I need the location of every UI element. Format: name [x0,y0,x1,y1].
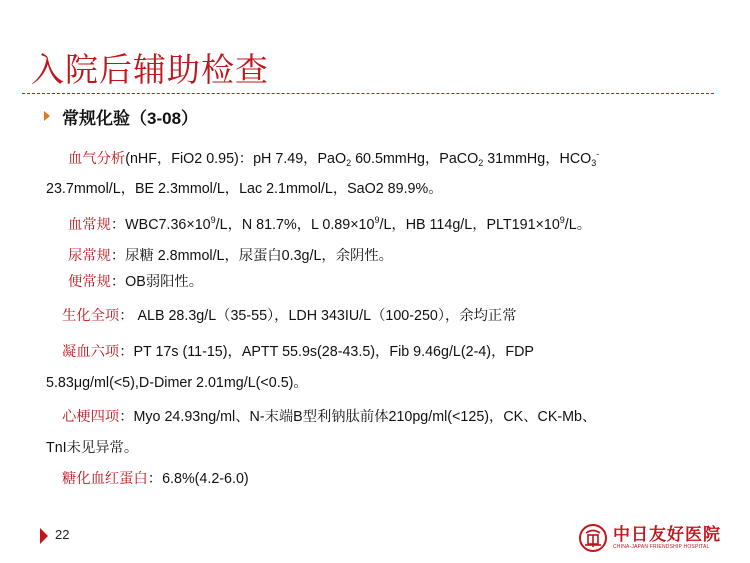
cardiac-text-1: ：Myo 24.93ng/ml、N-末端B型利钠肽前体210pg/ml(<125)，CK、CK-Mb、 [119,409,597,425]
bloodgas-text-b: 60.5mmHg，PaCO [351,151,479,167]
section-heading-text: 常规化验（3-08） [62,108,199,128]
coag-line-1 [62,343,534,361]
cardiac-line-2: TnI未见异常。 [46,440,139,456]
bloodgas-text-c: 31mmHg，HCO [483,151,592,167]
bloodgas-line-1 [68,150,599,168]
cbc-text-a: ：WBC7.36×10 [110,217,211,233]
bloodgas-text-a: (nHF，FiO2 0.95)：pH 7.49，PaO [125,151,347,167]
cardiac-line-1 [62,408,596,426]
superscript: 9 [559,215,565,225]
biochem-line [62,307,517,325]
urine-line [68,247,393,265]
hba1c-line [62,470,249,488]
section-heading [44,104,198,128]
cardiac-label: 心梗四项 [62,409,120,425]
subscript: 2 [346,158,352,168]
urine-text: ：尿糖 2.8mmol/L，尿蛋白0.3g/L，余阴性。 [110,248,393,264]
subscript: 2 [478,158,484,168]
hospital-logo [578,523,721,553]
superscript: - [596,149,600,159]
page-marker-icon [40,528,48,544]
urine-label: 尿常规 [68,248,111,264]
coag-text-1: ：PT 17s (11-15)，APTT 55.9s(28-43.5)，Fib 9.46g/L(2-4)，FDP [119,344,534,360]
hospital-name-cn: 中日友好医院 [613,524,721,544]
title-divider [22,93,714,94]
hba1c-text: ：6.8%(4.2-6.0) [147,471,249,487]
hba1c-label: 糖化血红蛋白 [62,471,148,487]
bullet-arrow-icon [44,111,50,121]
coag-label: 凝血六项 [62,344,120,360]
coag-line-2: 5.83μg/ml(<5),D-Dimer 2.01mg/L(<0.5)。 [46,375,308,391]
hospital-name-en: CHINA-JAPAN FRIENDSHIP HOSPITAL [613,543,710,550]
cbc-text-d: /L。 [564,217,592,233]
cbc-text-c: /L，HB 114g/L，PLT191×10 [379,217,560,233]
stool-line [68,273,203,291]
bloodgas-line-2: 23.7mmol/L，BE 2.3mmol/L，Lac 2.1mmol/L，SaO2 89.9%。 [46,181,443,197]
cbc-line [68,216,591,234]
bloodgas-label: 血气分析 [68,151,126,167]
cbc-label: 血常规 [68,217,111,233]
cbc-text-b: /L，N 81.7%，L 0.89×10 [215,217,375,233]
superscript: 9 [374,215,380,225]
biochem-text: ： ALB 28.3g/L（35-55），LDH 343IU/L（100-250），余均正常 [119,308,517,324]
hospital-emblem-icon [578,523,608,553]
page-number: 22 [55,527,70,542]
biochem-label: 生化全项 [62,308,120,324]
stool-text: ：OB弱阳性。 [110,274,204,290]
subscript: 3 [591,158,597,168]
slide-title: 入院后辅助检查 [31,50,269,89]
superscript: 9 [210,215,216,225]
stool-label: 便常规 [68,274,111,290]
